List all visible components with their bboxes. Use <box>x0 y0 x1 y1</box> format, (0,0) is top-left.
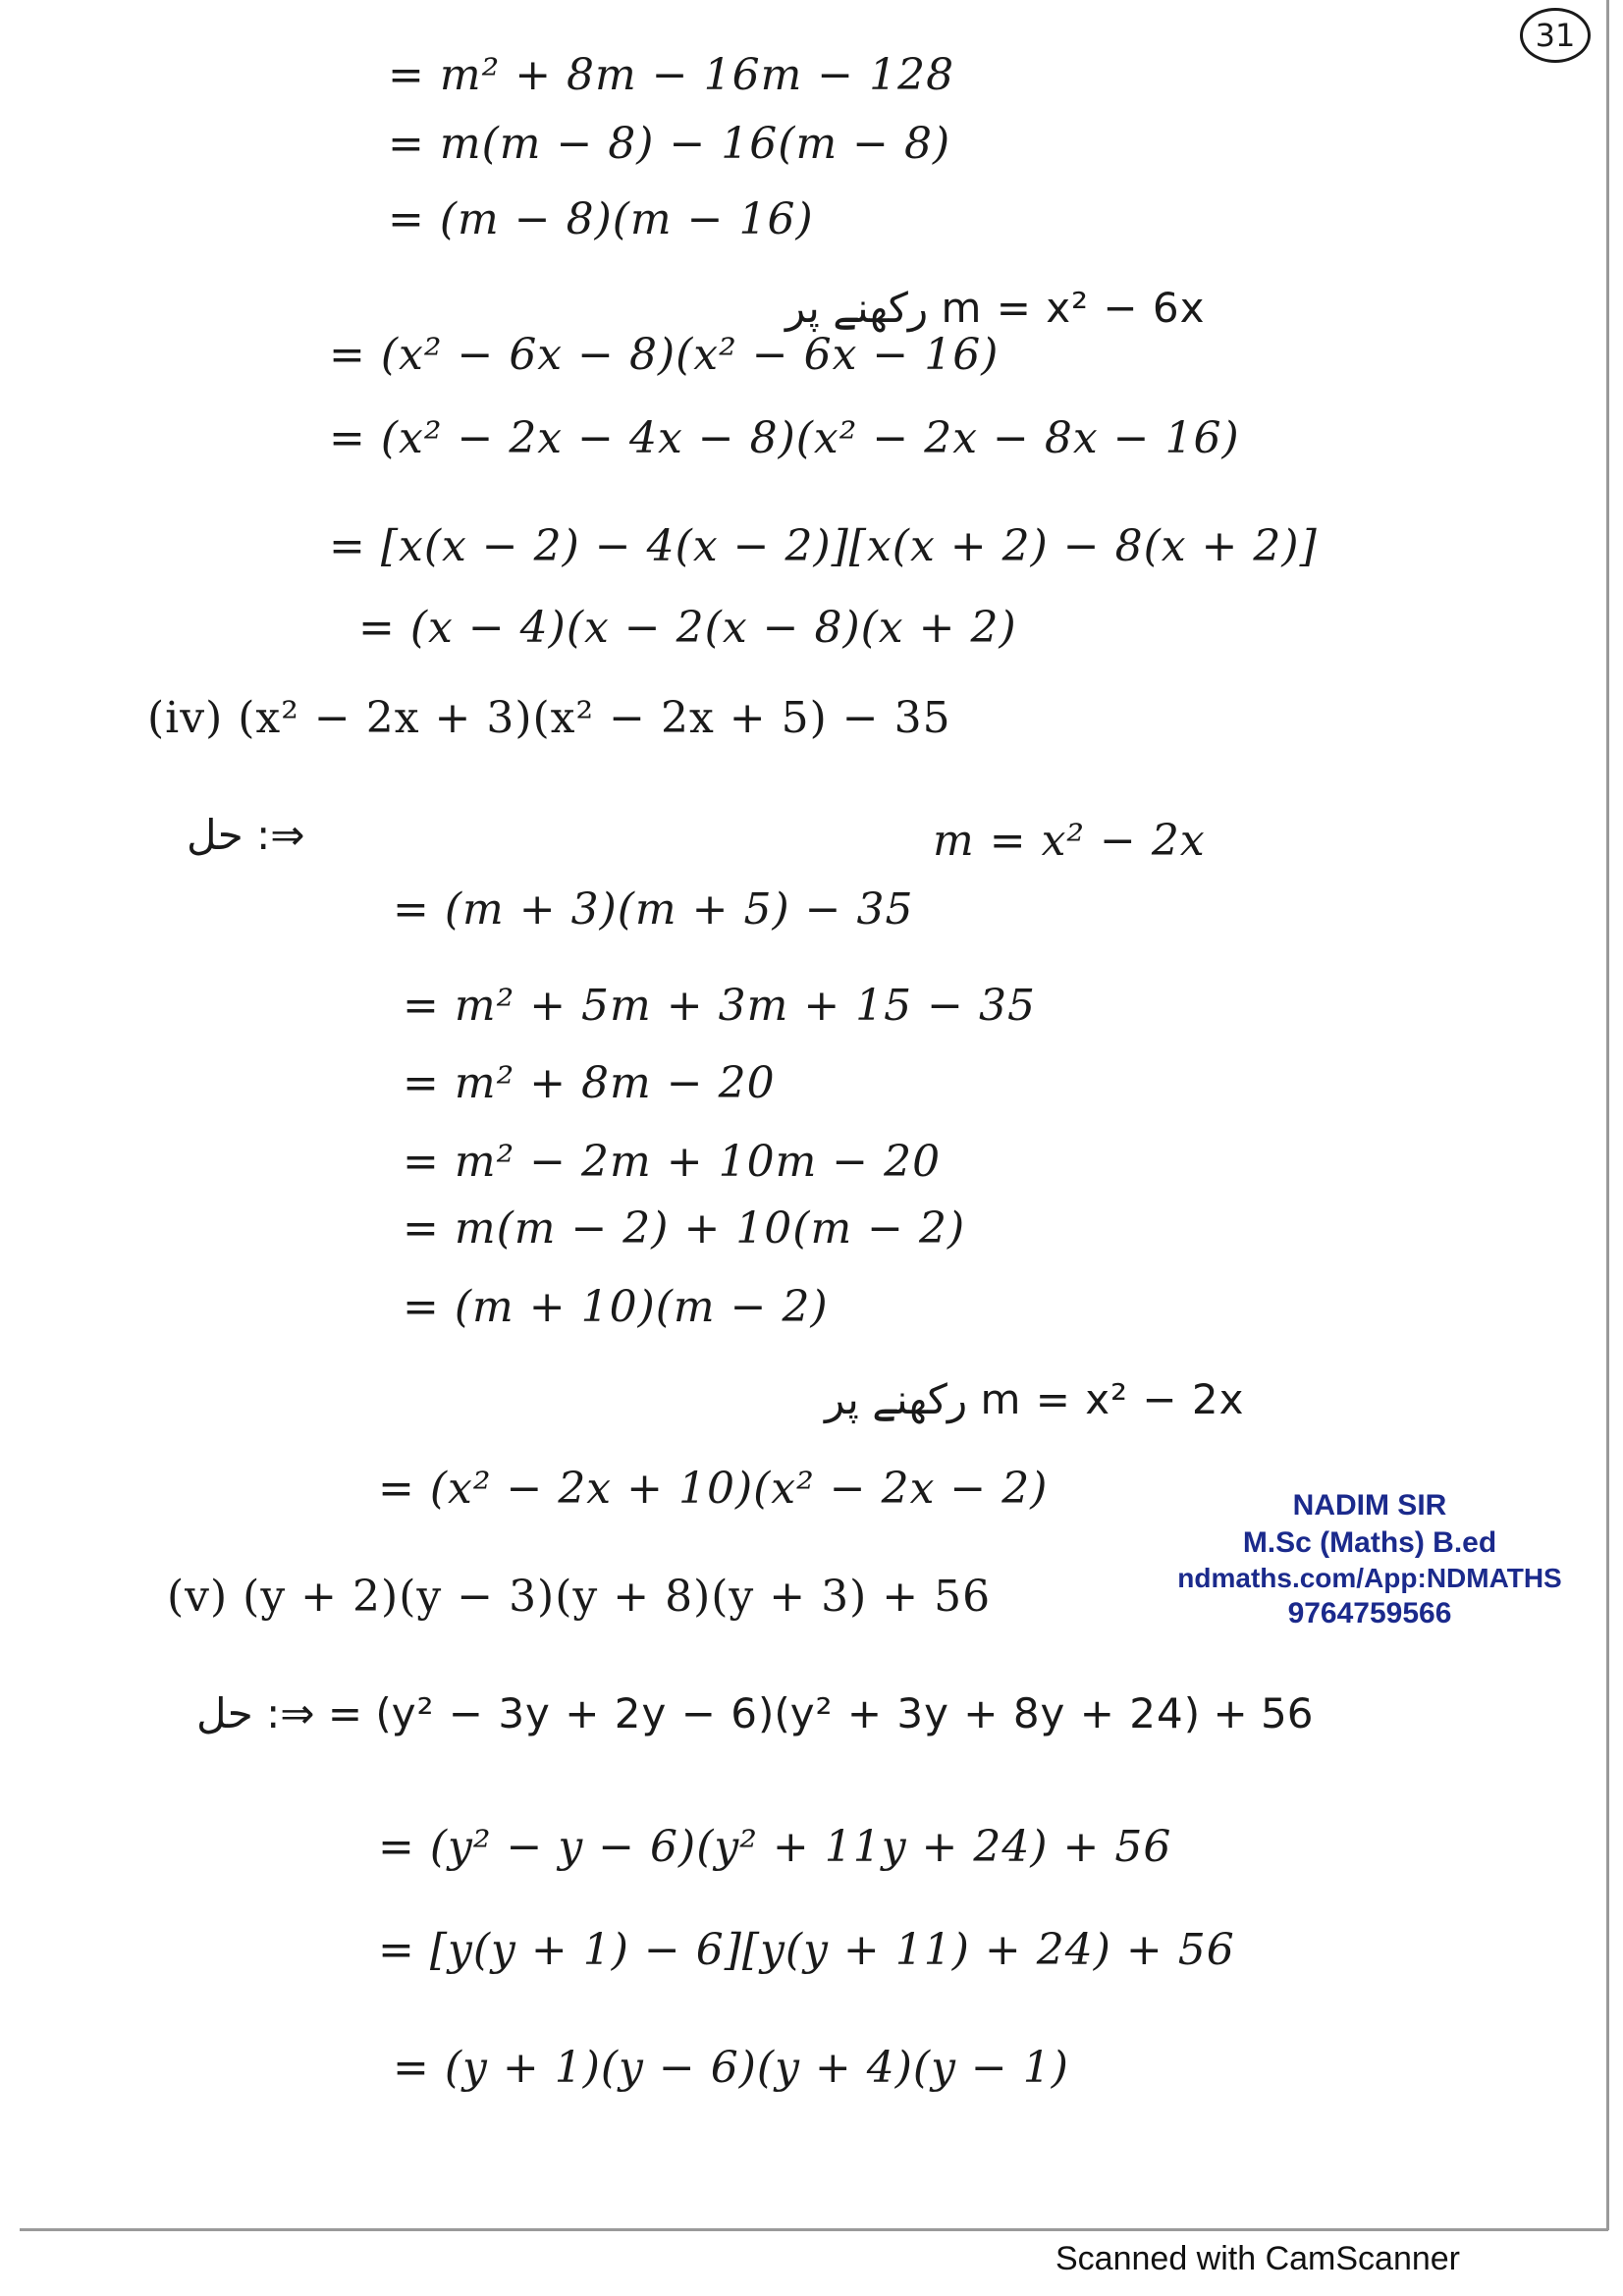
step-line: = (y + 1)(y − 6)(y + 4)(y − 1) <box>393 2043 1069 2093</box>
step-line: = [x(x − 2) − 4(x − 2)][x(x + 2) − 8(x + 2)] <box>329 521 1318 571</box>
step-line: = (m + 10)(m − 2) <box>403 1282 829 1332</box>
step-line: = (x − 4)(x − 2(x − 8)(x + 2) <box>358 603 1017 653</box>
problem-iv: (iv) (x² − 2x + 3)(x² − 2x + 5) − 35 <box>147 693 951 743</box>
author-website: ndmaths.com/App:NDMATHS <box>1177 1563 1562 1593</box>
author-name: NADIM SIR <box>1292 1489 1447 1522</box>
problem-v: (v) (y + 2)(y − 3)(y + 8)(y + 3) + 56 <box>167 1572 992 1622</box>
step-line: = m² + 8m − 20 <box>403 1058 776 1108</box>
step-line: = m² + 5m + 3m + 15 − 35 <box>403 981 1036 1031</box>
step-line: = [y(y + 1) − 6][y(y + 11) + 24) + 56 <box>378 1925 1235 1975</box>
substitution-note: رکھنے پر m = x² − 6x <box>785 284 1206 332</box>
author-credit <box>1168 1487 1571 1632</box>
step-line: = (x² − 2x + 10)(x² − 2x − 2) <box>378 1464 1049 1514</box>
solution-label: حل :⇒ <box>187 811 305 859</box>
substitution-note: m = x² − 2x <box>933 816 1206 866</box>
author-degree: M.Sc (Maths) B.ed <box>1242 1525 1497 1559</box>
step-line: = m(m − 8) − 16(m − 8) <box>388 119 951 169</box>
step-line: = (x² − 2x − 4x − 8)(x² − 2x − 8x − 16) <box>329 413 1240 463</box>
scan-edge-right <box>1606 0 1609 2230</box>
step-line: = m² − 2m + 10m − 20 <box>403 1137 942 1187</box>
author-phone: 9764759566 <box>1287 1597 1452 1629</box>
step-line: = (x² − 6x − 8)(x² − 6x − 16) <box>329 330 1000 380</box>
step-line: = m² + 8m − 16m − 128 <box>388 50 955 100</box>
step-line: = (m − 8)(m − 16) <box>388 194 814 244</box>
step-line: = m(m − 2) + 10(m − 2) <box>403 1203 966 1254</box>
page-number: 31 <box>1520 8 1591 63</box>
step-line: = (m + 3)(m + 5) − 35 <box>393 884 914 934</box>
step-line: حل :⇒ = (y² − 3y + 2y − 6)(y² + 3y + 8y + 24) + 56 <box>196 1689 1314 1737</box>
scanner-footer: Scanned with CamScanner <box>1055 2240 1461 2277</box>
step-line: = (y² − y − 6)(y² + 11y + 24) + 56 <box>378 1822 1172 1872</box>
scan-edge-bottom <box>20 2228 1608 2231</box>
substitution-note: رکھنے پر m = x² − 2x <box>825 1375 1245 1423</box>
